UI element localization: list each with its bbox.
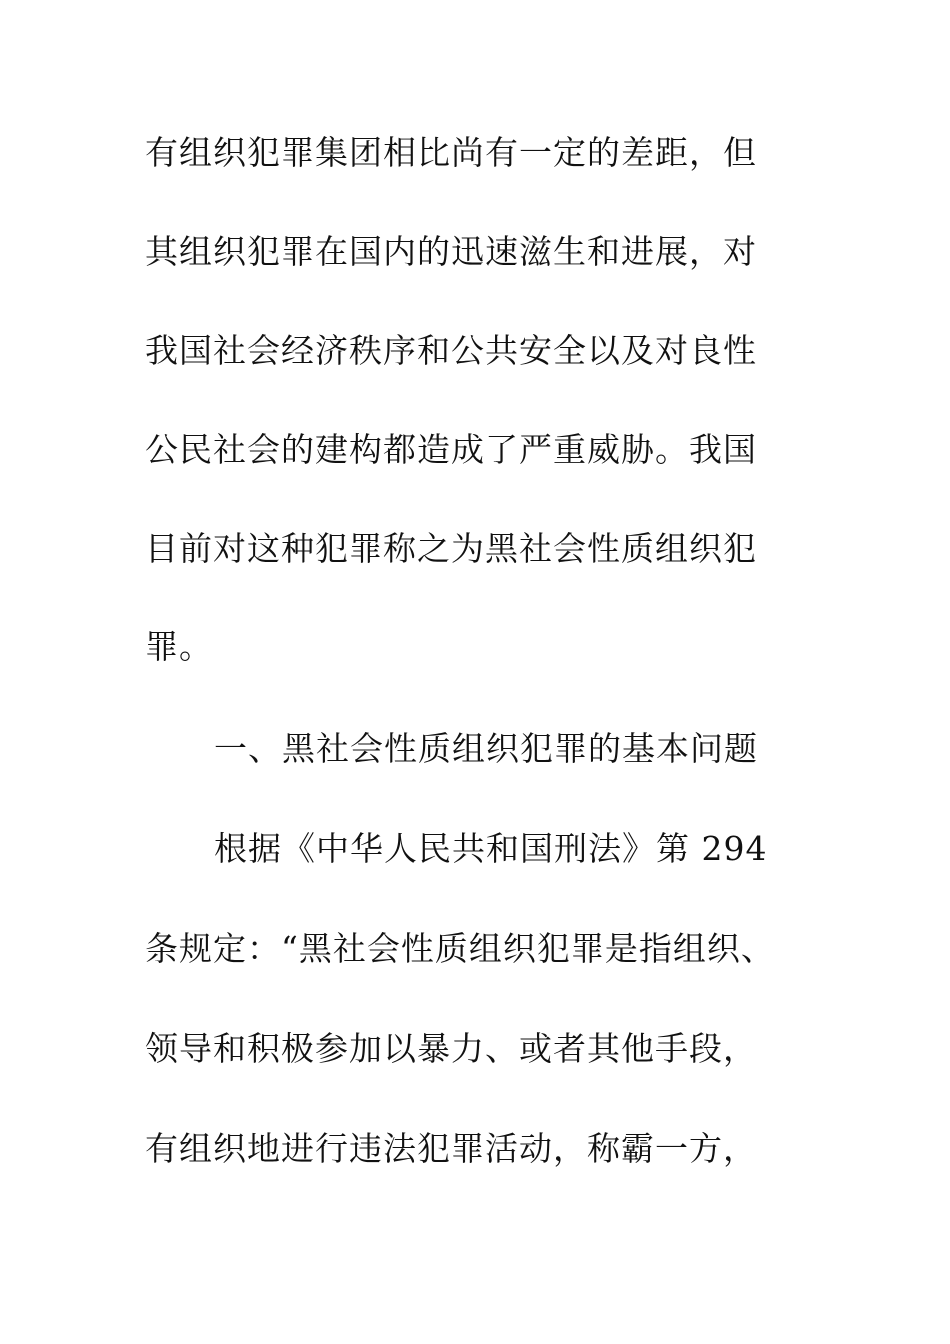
body-text-line-10: 有组织地进行违法犯罪活动，称霸一方， (145, 1129, 757, 1168)
body-text-line-3: 我国社会经济秩序和公共安全以及对良性 (145, 331, 757, 370)
body-text-line-9: 领导和积极参加以暴力、或者其他手段， (145, 1029, 757, 1068)
body-text-line-5: 目前对这种犯罪称之为黑社会性质组织犯 (145, 529, 757, 568)
section-heading: 一、黑社会性质组织犯罪的基本问题 (214, 729, 758, 768)
body-text-line-1: 有组织犯罪集团相比尚有一定的差距，但 (145, 133, 757, 172)
body-text-line-4: 公民社会的建构都造成了严重威胁。我国 (145, 430, 757, 469)
body-text-line-8: 条规定：“黑社会性质组织犯罪是指组织、 (145, 929, 775, 968)
body-text-line-7: 根据《中华人民共和国刑法》第 294 (214, 829, 768, 868)
body-text-line-2: 其组织犯罪在国内的迅速滋生和进展，对 (145, 232, 757, 271)
body-text-line-6: 罪。 (145, 627, 213, 666)
